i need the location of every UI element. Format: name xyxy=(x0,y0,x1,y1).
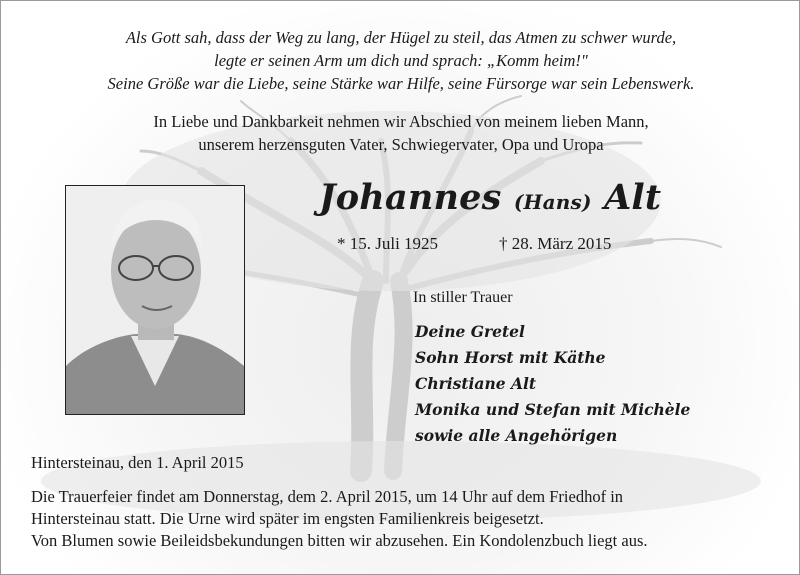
poem-line: Seine Größe war die Liebe, seine Stärke war Hilfe, seine Fürsorge war sein Lebenswerk. xyxy=(107,74,695,93)
birth-date: * 15. Juli 1925 xyxy=(337,234,439,253)
last-name: Alt xyxy=(604,177,662,218)
poem-line: Als Gott sah, dass der Weg zu lang, der Hügel zu steil, das Atmen zu schwer wurde, xyxy=(125,28,677,47)
deceased-name xyxy=(319,177,661,218)
footer-line: Hintersteinau statt. Die Urne wird später im engsten Familienkreis beigesetzt. xyxy=(31,509,544,528)
intro-line: In Liebe und Dankbarkeit nehmen wir Abschied von meinem lieben Mann, xyxy=(153,112,649,131)
place-date: Hintersteinau, den 1. April 2015 xyxy=(31,453,244,472)
portrait-photo xyxy=(65,185,245,415)
family-member: Christiane Alt xyxy=(415,374,537,393)
death-date: † 28. März 2015 xyxy=(499,234,612,253)
family-member: Sohn Horst mit Käthe xyxy=(415,348,606,367)
footer-line: Die Trauerfeier findet am Donnerstag, dem 2. April 2015, um 14 Uhr auf dem Friedhof in xyxy=(31,487,624,506)
first-name: Johannes xyxy=(319,177,502,218)
poem-line: legte er seinen Arm um dich und sprach: „Komm heim!" xyxy=(214,51,588,70)
family-member: Monika und Stefan mit Michèle xyxy=(415,400,691,419)
footer-line: Von Blumen sowie Beileidsbekundungen bitten wir abzusehen. Ein Kondolenzbuch liegt aus. xyxy=(31,531,648,550)
mourning-label: In stiller Trauer xyxy=(413,289,513,306)
intro-line: unserem herzensguten Vater, Schwiegervater, Opa und Uropa xyxy=(198,135,604,154)
family-member: sowie alle Angehörigen xyxy=(415,426,618,445)
family-member: Deine Gretel xyxy=(415,322,525,341)
nickname: (Hans) xyxy=(513,190,592,214)
